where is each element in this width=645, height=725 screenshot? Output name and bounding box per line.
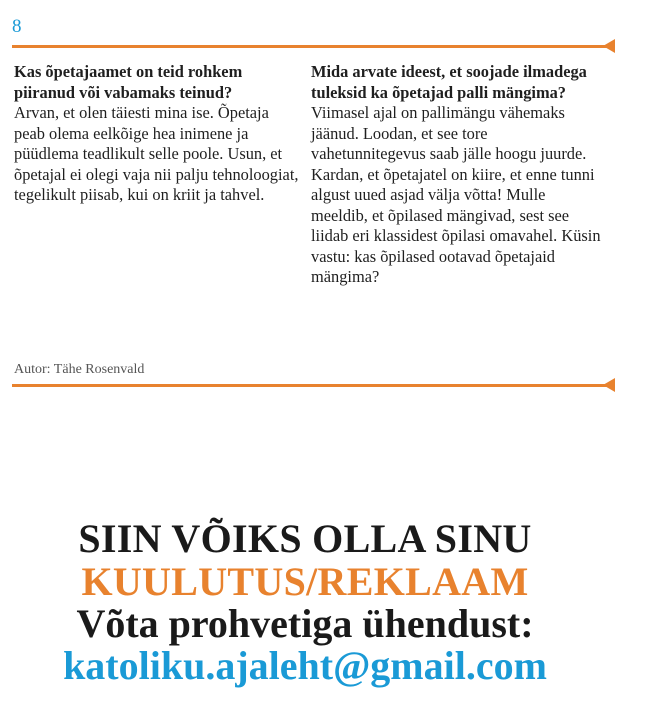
advert-contact-prompt: Võta prohvetiga ühendust: xyxy=(76,601,534,646)
bottom-divider xyxy=(12,384,607,387)
question-right: Mida arvate ideest, et soojade ilmadega tuleksid ka õpetajad palli mängima? xyxy=(311,62,587,102)
author-credit: Autor: Tähe Rosenvald xyxy=(14,362,145,377)
top-divider xyxy=(12,45,607,48)
page-number: 8 xyxy=(12,16,22,37)
interview-column-left xyxy=(14,62,300,206)
interview-column-right xyxy=(311,62,601,288)
advert-email-link[interactable]: katoliku.ajaleht@gmail.com xyxy=(63,643,547,688)
answer-right: Viimasel ajal on pallimängu vähemaks jäänud. Loodan, et see tore vahetunnitegevus saab jälle hoogu juurde. Kardan, et õpetajatel on kiire, et enne tunni algust uued asjad välja võtta! Mulle meeldib, et õpilased mängivad, sest see liidab eri klassidest õpilasi omavahel. Küsin vastu: kas õpilased ootavad õpetajaid mängima? xyxy=(311,103,601,286)
divider-arrow-icon xyxy=(603,39,615,53)
divider-arrow-icon xyxy=(603,378,615,392)
answer-left: Arvan, et olen täiesti mina ise. Õpetaja peab olema eelkõige hea inimene ja püüdlema teadlikult selle poole. Usun, et õpetajal ei olegi vaja nii palju tehnoloogiat, tegelikult piisab, kui on kriit ja tahvel. xyxy=(14,103,299,204)
advert-highlight: KUULUTUS/REKLAAM xyxy=(81,559,529,604)
advert-headline: SIIN VÕIKS OLLA SINU xyxy=(78,516,532,561)
question-left: Kas õpetajaamet on teid rohkem piiranud või vabamaks teinud? xyxy=(14,62,243,102)
